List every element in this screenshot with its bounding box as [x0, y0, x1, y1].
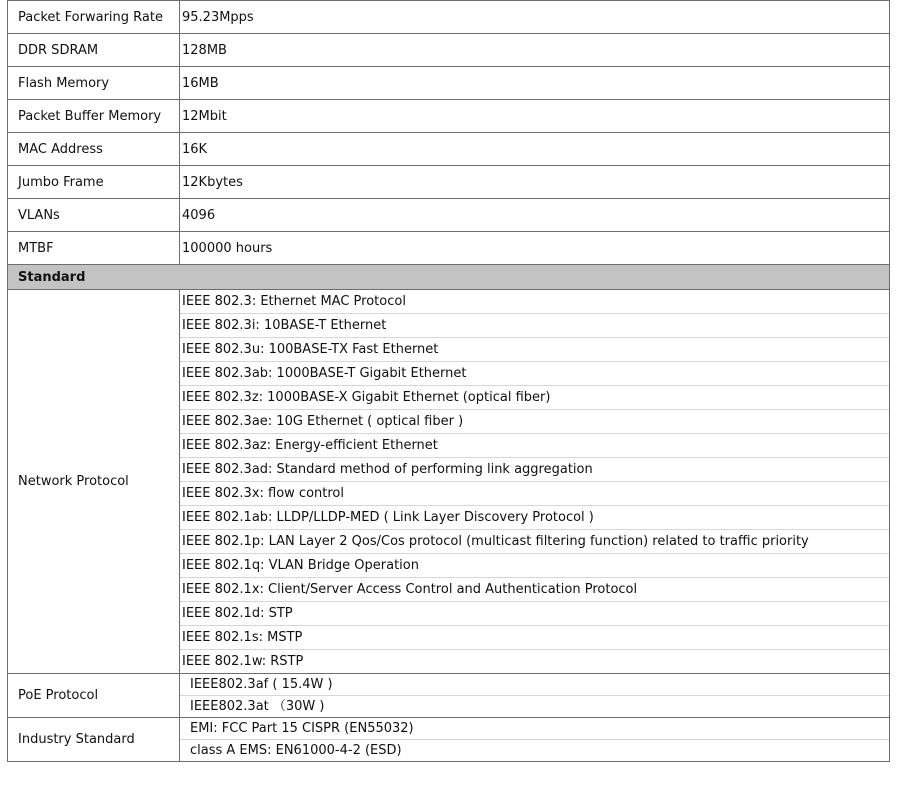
list-item: IEEE 802.1s: MSTP	[180, 626, 889, 650]
list-item: IEEE 802.3u: 100BASE-TX Fast Ethernet	[180, 338, 889, 362]
list-item: EMI: FCC Part 15 CISPR (EN55032)	[180, 718, 889, 740]
list-item: IEEE 802.3az: Energy-efficient Ethernet	[180, 434, 889, 458]
section-title: Standard	[8, 265, 890, 290]
spec-label: Jumbo Frame	[8, 166, 180, 199]
spec-row-industry-standard	[8, 718, 890, 762]
spec-label: VLANs	[8, 199, 180, 232]
spec-label: Packet Forwaring Rate	[8, 1, 180, 34]
list-item: IEEE 802.1q: VLAN Bridge Operation	[180, 554, 889, 578]
spec-value: 4096	[180, 199, 890, 232]
section-header-standard	[8, 265, 890, 290]
spec-value: 16K	[180, 133, 890, 166]
spec-label: Packet Buffer Memory	[8, 100, 180, 133]
list-item: IEEE 802.1p: LAN Layer 2 Qos/Cos protocol (multicast filtering function) related to traffic priority	[180, 530, 889, 554]
poe-protocol-list	[180, 674, 890, 718]
spec-row-vlans	[8, 199, 890, 232]
list-item: IEEE 802.1d: STP	[180, 602, 889, 626]
spec-value: 12Mbit	[180, 100, 890, 133]
list-item: IEEE 802.3: Ethernet MAC Protocol	[180, 290, 889, 314]
spec-row-ddr-sdram	[8, 34, 890, 67]
spec-label: PoE Protocol	[8, 674, 180, 718]
spec-row-mtbf	[8, 232, 890, 265]
spec-label: MAC Address	[8, 133, 180, 166]
spec-value: 16MB	[180, 67, 890, 100]
spec-value: 100000 hours	[180, 232, 890, 265]
spec-row-flash-memory	[8, 67, 890, 100]
spec-row-packet-forwarding-rate	[8, 1, 890, 34]
list-item: IEEE 802.3i: 10BASE-T Ethernet	[180, 314, 889, 338]
list-item: IEEE 802.3ab: 1000BASE-T Gigabit Ethernet	[180, 362, 889, 386]
spec-value: 128MB	[180, 34, 890, 67]
list-item: IEEE802.3af ( 15.4W )	[180, 674, 889, 696]
list-item: IEEE 802.1w: RSTP	[182, 654, 304, 669]
list-item: IEEE 802.3z: 1000BASE-X Gigabit Ethernet (optical fiber)	[180, 386, 889, 410]
list-item: IEEE 802.3ad: Standard method of performing link aggregation	[180, 458, 889, 482]
network-protocol-list	[180, 290, 890, 674]
spec-row-mac-address	[8, 133, 890, 166]
list-item: IEEE 802.3ae: 10G Ethernet ( optical fiber )	[180, 410, 889, 434]
spec-label: MTBF	[8, 232, 180, 265]
industry-standard-list	[180, 718, 890, 762]
spec-row-packet-buffer-memory	[8, 100, 890, 133]
list-item: IEEE 802.1x: Client/Server Access Control and Authentication Protocol	[180, 578, 889, 602]
spec-label: DDR SDRAM	[8, 34, 180, 67]
spec-row-network-protocol	[8, 290, 890, 674]
spec-label: Flash Memory	[8, 67, 180, 100]
spec-value: 12Kbytes	[180, 166, 890, 199]
list-item: IEEE802.3at （30W )	[190, 699, 325, 714]
list-item: class A EMS: EN61000-4-2 (ESD)	[190, 743, 402, 758]
spec-value: 95.23Mpps	[180, 1, 890, 34]
list-item: IEEE 802.3x: flow control	[180, 482, 889, 506]
spec-row-jumbo-frame	[8, 166, 890, 199]
spec-label: Network Protocol	[8, 290, 180, 674]
spec-label: Industry Standard	[8, 718, 180, 762]
spec-row-poe-protocol	[8, 674, 890, 718]
list-item: IEEE 802.1ab: LLDP/LLDP-MED ( Link Layer Discovery Protocol )	[180, 506, 889, 530]
specifications-table	[7, 0, 890, 762]
